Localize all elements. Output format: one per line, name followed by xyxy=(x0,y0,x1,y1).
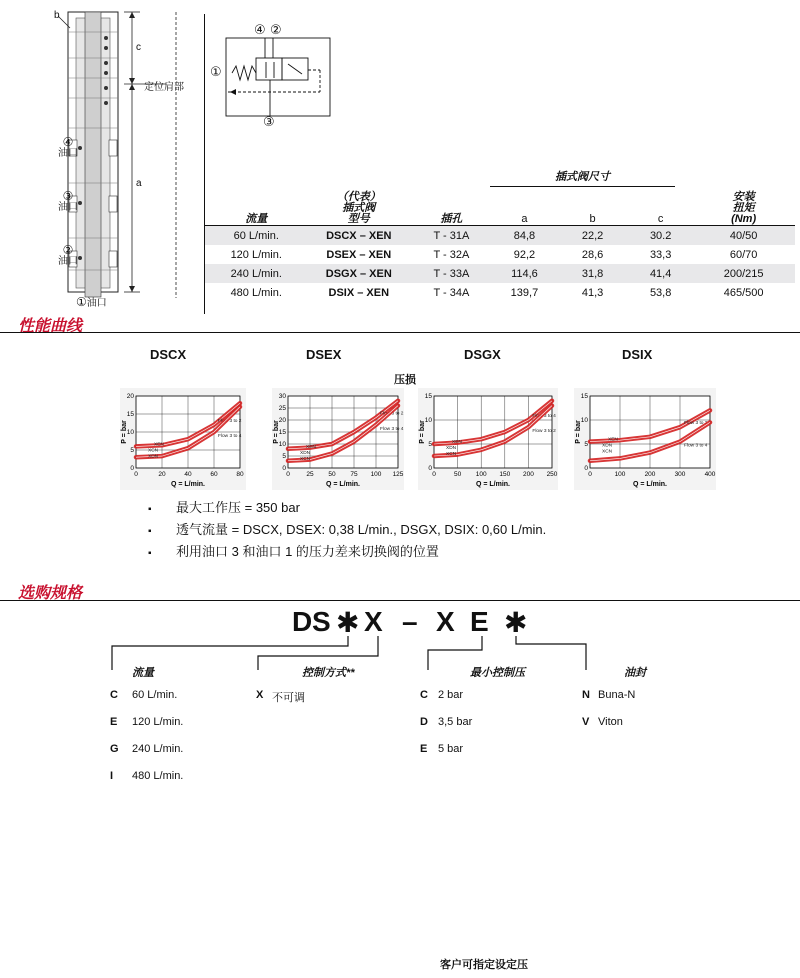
y-tick-label: 5 xyxy=(428,441,432,448)
y-tick-label: 15 xyxy=(126,411,134,418)
chart-dscx xyxy=(120,388,246,490)
option-code: V xyxy=(582,716,590,728)
port-1-label xyxy=(76,294,107,309)
y-axis-label: P = bar xyxy=(121,420,128,444)
option-code: C xyxy=(110,689,118,701)
y-tick-label: 0 xyxy=(584,465,588,472)
table-row xyxy=(205,245,795,264)
cell-torque: 200/215 xyxy=(692,264,795,283)
cell-flow: 120 L/min. xyxy=(230,248,282,261)
cell-model: DSEX – XEN xyxy=(326,248,392,261)
symbol-port-3: ③ xyxy=(263,114,275,129)
x-axis-label: Q = L/min. xyxy=(170,481,206,488)
x-tick-label: 60 xyxy=(210,471,218,478)
y-tick-label: 10 xyxy=(424,417,432,424)
cell-b: 31,8 xyxy=(556,264,629,283)
x-tick-label: 50 xyxy=(328,471,336,478)
col-b: b xyxy=(589,213,596,225)
note-item: ▪ 透气流量 = DSCX, DSEX: 0,38 L/min., DSGX, DSIX: 0,60 L/min. xyxy=(148,520,546,542)
x-tick-label: 200 xyxy=(644,471,656,478)
valve-type-label: XCN xyxy=(446,452,457,457)
performance-title: 性能曲线 xyxy=(18,318,83,335)
series-annotation: Flow 3 to 2 xyxy=(218,418,242,424)
series-annotation: Flow 3 to 4 xyxy=(218,434,242,439)
code-char: – xyxy=(402,606,418,637)
x-tick-label: 0 xyxy=(588,471,592,478)
chart-dsex xyxy=(272,388,404,490)
y-tick-label: 25 xyxy=(278,405,286,412)
col-c: c xyxy=(657,213,664,225)
x-tick-label: 0 xyxy=(432,471,436,478)
col-header-seal: 油封 xyxy=(624,667,646,679)
notes-list xyxy=(148,498,546,564)
x-tick-label: 250 xyxy=(546,471,558,478)
valve-type-label: XCN xyxy=(148,448,159,454)
chart-dsex-svg xyxy=(272,388,404,490)
series-annotation: Flow 3 to 2 xyxy=(684,421,708,427)
series-annotation: Flow 3 to 2 xyxy=(532,429,556,435)
footnote: 客户可指定设定压 xyxy=(440,959,528,971)
port-2-number: ② xyxy=(62,243,74,257)
code-char: ✱ xyxy=(336,607,360,638)
y-tick-label: 15 xyxy=(278,429,286,436)
valve-type-label: XDN xyxy=(300,450,311,456)
col-a: a xyxy=(521,213,528,225)
y-tick-label: 10 xyxy=(580,417,588,424)
cell-torque: 465/500 xyxy=(723,286,764,299)
cell-torque: 60/70 xyxy=(729,248,758,261)
option-label: 2 bar xyxy=(438,689,464,701)
valve-type-label: XDN xyxy=(446,446,457,451)
cell-cavity: T - 31A xyxy=(410,226,493,246)
x-tick-label: 0 xyxy=(286,471,290,478)
valve-type-label: XDN xyxy=(602,443,613,449)
x-axis-label: Q = L/min. xyxy=(632,481,668,488)
x-tick-label: 100 xyxy=(475,471,487,478)
y-tick-label: 10 xyxy=(278,441,286,448)
series-annotation: Flow 3 to 2 xyxy=(380,411,404,417)
ordering-rule xyxy=(0,600,800,601)
spec-group-header: 插式阀尺寸 xyxy=(490,168,675,187)
code-char: E xyxy=(470,606,489,637)
option-label: 不可调 xyxy=(272,692,305,704)
table-row xyxy=(205,264,795,283)
port-2-label xyxy=(58,244,78,268)
y-tick-label: 5 xyxy=(130,447,134,454)
option-code: X xyxy=(256,689,264,701)
valve-type-label: XCN xyxy=(300,456,311,462)
dim-label-b: b xyxy=(54,10,60,21)
port-3-text: 油口 xyxy=(58,202,78,213)
chart-dscx-svg xyxy=(120,388,246,490)
x-tick-label: 100 xyxy=(614,471,626,478)
x-axis-label: Q = L/min. xyxy=(475,481,511,488)
y-tick-label: 0 xyxy=(130,465,134,472)
col-cavity: 插孔 xyxy=(440,213,463,225)
port-3-label xyxy=(58,190,78,214)
chart-title-dsix: DSIX xyxy=(622,347,653,362)
x-tick-label: 150 xyxy=(499,471,511,478)
cell-c: 41,4 xyxy=(629,264,692,283)
chart-dsgx xyxy=(418,388,558,490)
x-axis-label: Q = L/min. xyxy=(325,481,361,488)
col-torque: 安装 扭矩 (Nm) xyxy=(731,191,757,225)
x-tick-label: 50 xyxy=(453,471,462,478)
option-label: 120 L/min. xyxy=(132,716,184,728)
cartridge-drawing xyxy=(40,8,200,313)
y-tick-label: 30 xyxy=(278,393,286,400)
y-tick-label: 15 xyxy=(580,393,588,400)
cell-model: DSIX – XEN xyxy=(328,286,390,299)
option-label: 240 L/min. xyxy=(132,743,184,755)
cell-a: 84,8 xyxy=(493,226,556,246)
dim-label-c: c xyxy=(136,42,141,53)
option-code: E xyxy=(110,716,118,728)
y-tick-label: 20 xyxy=(278,417,286,424)
col-header-min-pressure: 最小控制压 xyxy=(470,667,525,679)
cell-c: 53,8 xyxy=(649,286,672,299)
x-tick-label: 400 xyxy=(704,471,716,478)
hydraulic-symbol xyxy=(208,20,338,130)
option-label: 60 L/min. xyxy=(132,689,178,701)
cell-c: 30.2 xyxy=(629,226,692,246)
y-tick-label: 10 xyxy=(126,429,134,436)
x-tick-label: 125 xyxy=(392,471,404,478)
port-4-label xyxy=(58,136,78,160)
ordering-title: 选购规格 xyxy=(18,585,83,602)
cell-model: DSGX – XEN xyxy=(308,264,411,283)
x-tick-label: 200 xyxy=(522,471,534,478)
x-tick-label: 80 xyxy=(236,471,244,478)
option-code: N xyxy=(582,689,590,701)
option-code: C xyxy=(420,689,428,701)
chart-title-dsgx: DSGX xyxy=(464,347,501,362)
y-tick-label: 15 xyxy=(424,393,432,400)
cell-cavity: T - 33A xyxy=(410,264,493,283)
table-row xyxy=(205,226,795,246)
y-axis-label: P = bar xyxy=(273,420,280,444)
note-item: ▪ 利用油口 3 和油口 1 的压力差来切换阀的位置 xyxy=(148,542,546,564)
code-leader-lines xyxy=(0,634,800,674)
code-char: X xyxy=(436,606,455,637)
series-annotation: Flow 3 to 4 xyxy=(684,443,708,449)
cell-b: 22,2 xyxy=(556,226,629,246)
symbol-port-4: ④ xyxy=(254,22,266,37)
cell-flow: 60 L/min. xyxy=(205,226,308,246)
port-1-number: ① xyxy=(76,295,87,309)
y-axis-label: P = bar xyxy=(419,420,426,444)
option-label: Viton xyxy=(598,716,623,728)
chart-dsix-svg xyxy=(574,388,716,490)
option-label: Buna-N xyxy=(598,689,636,701)
port-4-text: 油口 xyxy=(58,148,78,159)
port-4-number: ④ xyxy=(62,135,74,149)
x-tick-label: 75 xyxy=(350,471,358,478)
table-row xyxy=(205,283,795,302)
x-tick-label: 25 xyxy=(306,471,314,478)
cell-c: 33,3 xyxy=(649,248,672,261)
y-tick-label: 0 xyxy=(282,465,286,472)
cell-a: 114,6 xyxy=(493,264,556,283)
cell-cavity: T - 32A xyxy=(433,248,470,261)
code-char: D xyxy=(292,606,313,637)
port-2-text: 油口 xyxy=(58,256,78,267)
option-code: G xyxy=(110,743,119,755)
y-axis-label: P = bar xyxy=(575,420,582,444)
option-code: D xyxy=(420,716,428,728)
chart-title-dsex: DSEX xyxy=(306,347,342,362)
cell-model: DSCX – XEN xyxy=(308,226,411,246)
spec-table xyxy=(205,187,795,302)
code-char: ✱ xyxy=(504,607,528,638)
valve-type-label: XEN xyxy=(608,437,618,443)
option-code: E xyxy=(420,743,428,755)
shoulder-label: 定位肩部 xyxy=(144,82,184,93)
symbol-port-1: ① xyxy=(210,64,222,79)
spec-header-row xyxy=(205,187,795,226)
col-model: （代表） 插式阀 型号 xyxy=(336,191,381,225)
option-label: 5 bar xyxy=(438,743,464,755)
option-code: I xyxy=(110,770,114,782)
col-header-flow: 流量 xyxy=(132,667,154,679)
y-tick-label: 5 xyxy=(282,453,286,460)
valve-type-label: XEN xyxy=(154,442,164,448)
col-header-control: 控制方式** xyxy=(302,667,355,679)
performance-rule xyxy=(0,332,800,333)
option-label: 480 L/min. xyxy=(132,770,184,782)
pressure-drop-label: 压损 xyxy=(394,374,416,386)
series-annotation: Flow 3 to 4 xyxy=(380,426,404,432)
x-tick-label: 0 xyxy=(134,471,138,478)
code-char: X xyxy=(364,606,383,637)
option-label: 3,5 bar xyxy=(438,716,473,728)
code-char: S xyxy=(312,606,331,637)
symbol-port-2: ② xyxy=(270,22,282,37)
y-tick-label: 20 xyxy=(126,393,134,400)
cell-torque: 40/50 xyxy=(692,226,795,246)
x-tick-label: 100 xyxy=(370,471,382,478)
cell-b: 28,6 xyxy=(581,248,604,261)
chart-title-dscx: DSCX xyxy=(150,347,187,362)
cell-flow: 240 L/min. xyxy=(205,264,308,283)
cell-flow: 480 L/min. xyxy=(230,286,282,299)
valve-type-label: XEN xyxy=(306,444,316,450)
x-tick-label: 40 xyxy=(184,471,192,478)
cell-a: 139,7 xyxy=(510,286,539,299)
x-tick-label: 300 xyxy=(674,471,686,478)
dim-label-a: a xyxy=(136,178,142,189)
y-tick-label: 5 xyxy=(584,441,588,448)
chart-dsix xyxy=(574,388,716,490)
valve-type-label: XEN xyxy=(452,440,462,445)
valve-type-label: XDN xyxy=(148,454,159,460)
cell-a: 92,2 xyxy=(513,248,536,261)
cell-b: 41,3 xyxy=(581,286,604,299)
col-flow: 流量 xyxy=(245,213,268,225)
port-1-text: 油口 xyxy=(86,298,107,309)
cell-cavity: T - 34A xyxy=(433,286,470,299)
port-3-number: ③ xyxy=(62,189,74,203)
x-tick-label: 20 xyxy=(158,471,166,478)
y-tick-label: 0 xyxy=(428,465,432,472)
valve-type-label: XCN xyxy=(602,449,613,455)
chart-dsgx-svg xyxy=(418,388,558,490)
note-item: ▪ 最大工作压 = 350 bar xyxy=(148,498,546,520)
series-annotation: Flow 3 to 4 xyxy=(532,414,556,419)
